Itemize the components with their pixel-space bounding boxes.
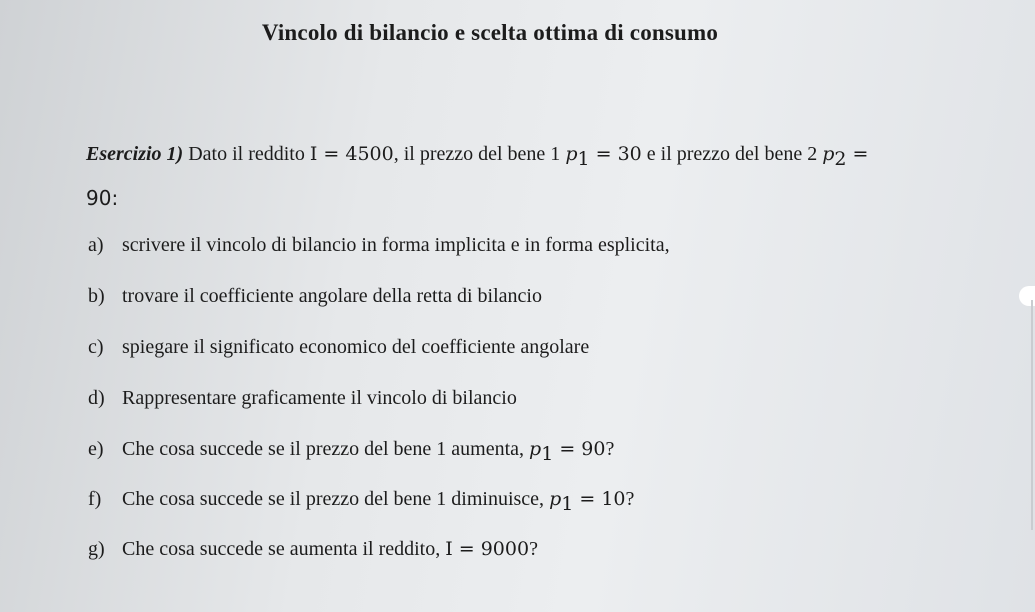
p2-value-continuation: 90: [86, 186, 119, 210]
p1-symbol: p [565, 143, 578, 165]
list-item-f [88, 488, 634, 515]
item-text: scrivere il vincolo di bilancio in forma implicita e in forma esplicita, [122, 234, 670, 256]
item-math-value: = 90 [553, 438, 606, 460]
p2-equals: = [846, 143, 869, 165]
income-expression: I = 4500 [309, 143, 394, 165]
list-item-g [88, 538, 538, 561]
item-math-symbol: p [529, 438, 542, 460]
item-suffix: ? [605, 438, 615, 460]
item-letter: a) [88, 234, 104, 256]
item-text: Che cosa succede se il prezzo del bene 1 diminuisce, [122, 488, 550, 510]
exercise-label: Esercizio 1) [86, 143, 184, 165]
item-suffix: ? [625, 488, 635, 510]
list-item-a [88, 234, 670, 257]
item-letter: e) [88, 438, 104, 460]
document-title: Vincolo di bilancio e scelta ottima di consumo [261, 20, 719, 45]
exercise-statement [86, 140, 946, 173]
list-item-d [88, 387, 517, 410]
p2-subscript: 2 [834, 148, 847, 170]
p1-subscript: 1 [577, 148, 590, 170]
item-text: trovare il coefficiente angolare della retta di bilancio [122, 285, 542, 307]
item-math-subscript: 1 [561, 493, 574, 515]
item-letter: c) [88, 336, 104, 358]
item-text: Che cosa succede se aumenta il reddito, [122, 538, 446, 560]
exercise-text-2: , il prezzo del bene 1 [393, 143, 566, 165]
list-item-c [88, 336, 589, 359]
item-letter: b) [88, 285, 105, 307]
exercise-text-3: e il prezzo del bene 2 [641, 143, 823, 165]
item-text: Che cosa succede se il prezzo del bene 1 aumenta, [122, 438, 530, 460]
item-letter: g) [88, 538, 105, 560]
edge-shadow [1031, 300, 1033, 530]
list-item-e [88, 438, 614, 465]
p1-value: = 30 [589, 143, 642, 165]
item-suffix: ? [529, 538, 538, 560]
list-item-b [88, 285, 542, 308]
item-letter: d) [88, 387, 105, 409]
item-math-symbol: p [549, 488, 562, 510]
exercise-text-1: Dato il reddito [183, 143, 310, 165]
p2-symbol: p [822, 143, 835, 165]
item-math-value: I = 9000 [445, 538, 530, 560]
item-letter: f) [88, 488, 102, 510]
item-text: Rappresentare graficamente il vincolo di bilancio [122, 387, 517, 409]
item-math-value: = 10 [573, 488, 626, 510]
item-math-subscript: 1 [541, 443, 554, 465]
item-text: spiegare il significato economico del coefficiente angolare [122, 336, 590, 358]
